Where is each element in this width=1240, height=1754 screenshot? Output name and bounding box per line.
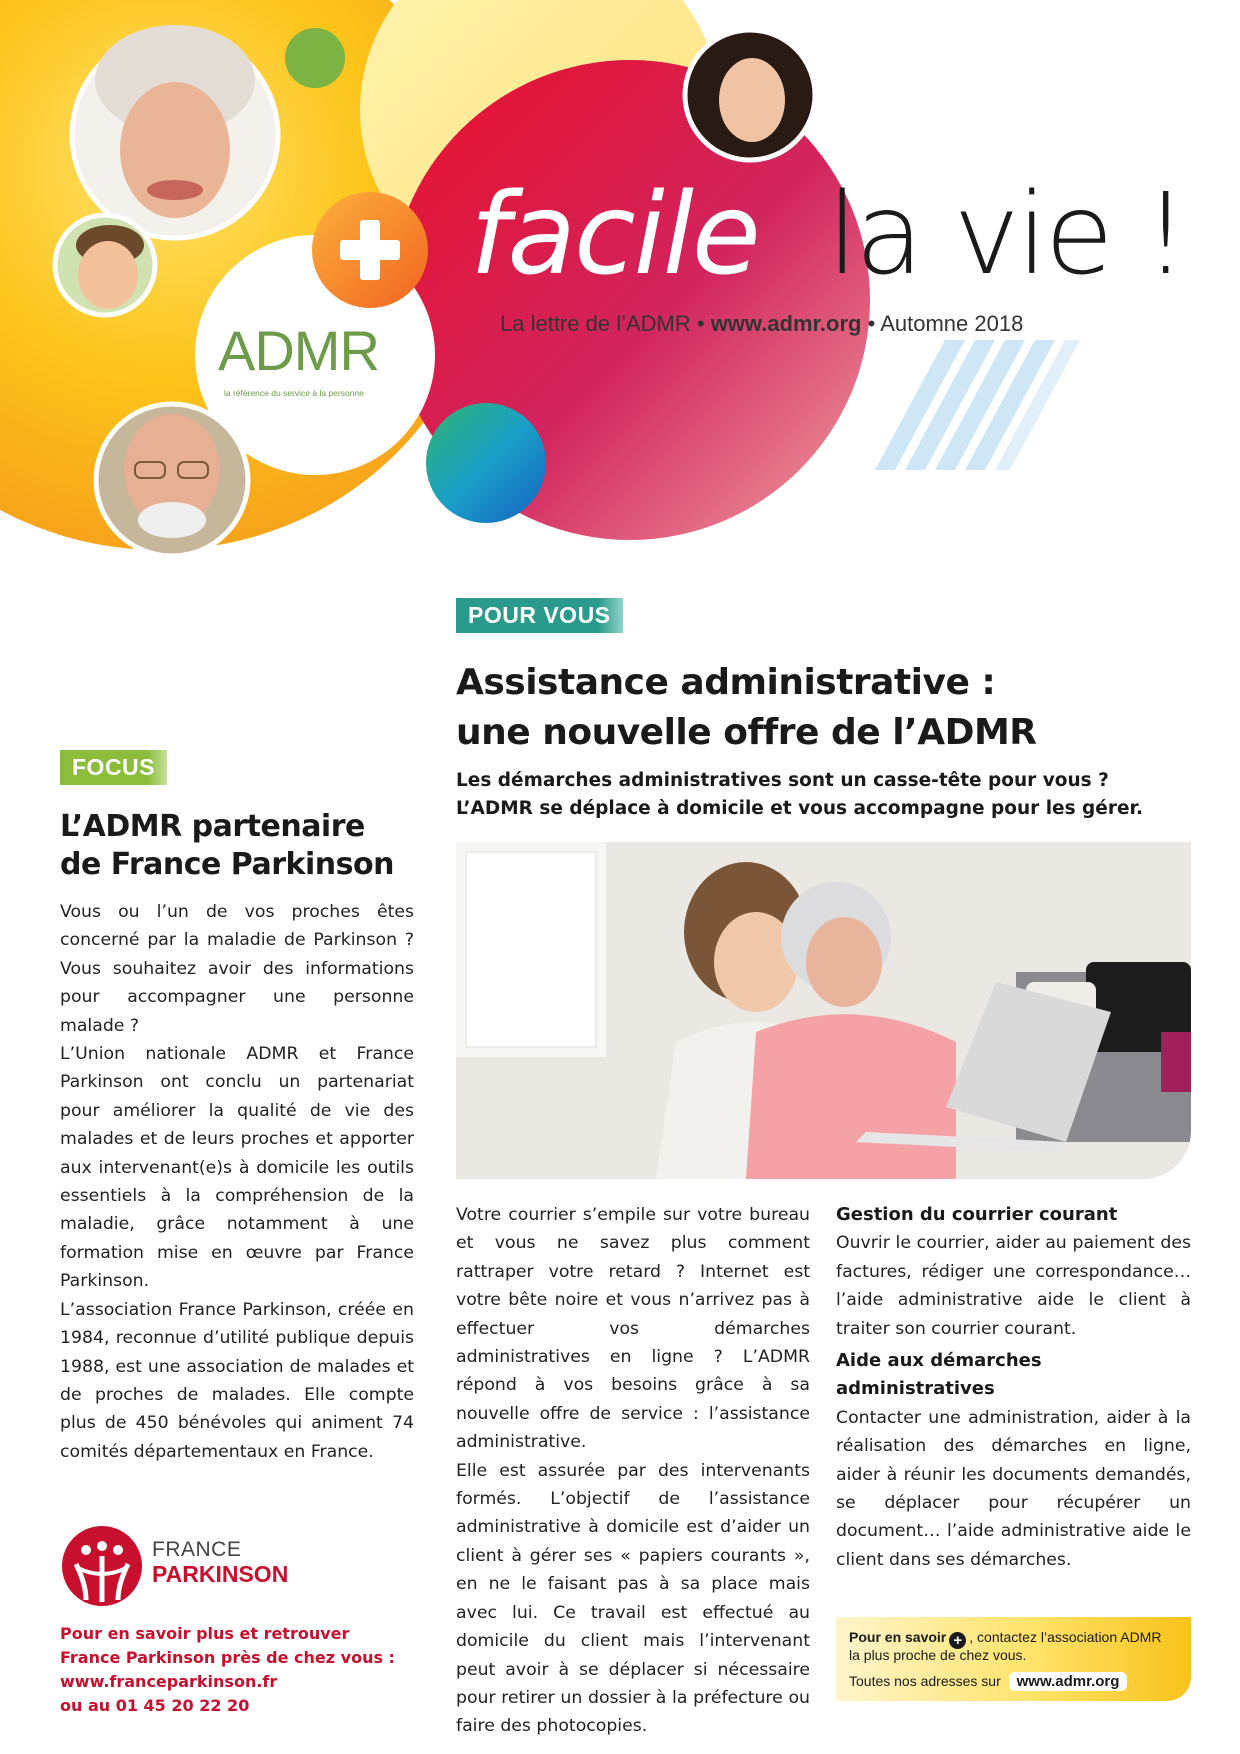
admr-logo-text: ADMR: [218, 319, 379, 382]
focus-paragraph-2: L’Union nationale ADMR et France Parkinson ont conclu un partenariat pour améliorer la qualité de vie des malades et de leurs proches et apporter aux intervenant(e)s à domicile les outils essentiels à la compréhension de la maladie, grâce notamment à une formation mise en œuvre par France Parkinson.: [60, 1044, 414, 1292]
newsletter-title: [470, 170, 1210, 310]
lead-line2: L’ADMR se déplace à domicile et vous accompagne pour les gérer.: [456, 798, 1144, 819]
focus-title: [60, 808, 394, 884]
main-title-line1: Assistance administrative :: [456, 662, 996, 703]
fp-info-line2: France Parkinson près de chez vous :: [60, 1648, 395, 1667]
fp-logo-france: FRANCE: [152, 1538, 242, 1561]
contact-box: [836, 1617, 1191, 1701]
focus-tag: FOCUS: [60, 750, 167, 785]
main-col2-paragraph-1: Ouvrir le courrier, aider au paiement des factures, rédiger une correspondance… l’aide administrative aide le client à traiter son courrier courant.: [836, 1233, 1191, 1339]
contact-line1: [849, 1629, 1161, 1649]
contact-line3-text: Toutes nos adresses sur: [849, 1673, 1001, 1689]
contact-url[interactable]: www.admr.org: [1009, 1672, 1128, 1691]
focus-title-line2: de France Parkinson: [60, 847, 394, 882]
main-col2-paragraph-2: Contacter une administration, aider à la réalisation des démarches en ligne, aider à réunir les documents demandés, se déplacer pour récupérer un document… l’aide administrative aide le client dans ses démarches.: [836, 1407, 1191, 1570]
subheading-courrier: Gestion du courrier courant: [836, 1204, 1118, 1225]
lead-line1: Les démarches administratives sont un casse-tête pour vous ?: [456, 770, 1109, 791]
main-col1-paragraph-2: Elle est assurée par des intervenants formés. L’objectif de l’assistance administrative à domicile est d’aider un client à gérer ses « papiers courants », en ne le faisant pas à sa place mais avec lui. Ce travail est effectué au domicile du client mais l’intervenant peut avoir à se déplacer si nécessaire pour retirer un dossier à la préfecture ou faire des photocopies.: [456, 1460, 810, 1737]
subtitle-prefix: La lettre de l’ADMR •: [500, 311, 705, 336]
fp-info-line1: Pour en savoir plus et retrouver: [60, 1624, 350, 1643]
focus-paragraph-1: Vous ou l’un de vos proches êtes concerné par la maladie de Parkinson ? Vous souhaitez avoir des informations pour accompagner une personne malade ?: [60, 902, 414, 1036]
pour-vous-tag: POUR VOUS: [456, 598, 623, 633]
admr-logo-tagline: la référence du service à la personne: [224, 388, 364, 398]
focus-paragraph-3: L’association France Parkinson, créée en 1984, reconnue d’utilité publique depuis 1988, est une association de malades et de proches de malades. Elle compte plus de 450 bénévoles qui animent 74 comités départementaux en France.: [60, 1299, 414, 1462]
title-la-vie: la vie !: [827, 170, 1186, 300]
subheading-demarches: Aide aux démarches administratives: [836, 1350, 1042, 1400]
france-parkinson-info: [60, 1622, 395, 1718]
fp-logo-parkinson: PARKINSON: [152, 1561, 289, 1587]
france-parkinson-icon: [60, 1524, 144, 1608]
france-parkinson-logo: [60, 1524, 380, 1614]
subtitle-url[interactable]: www.admr.org: [710, 311, 862, 336]
contact-line2: la plus proche de chez vous.: [849, 1647, 1027, 1663]
contact-line1-rest: , contactez l’association ADMR: [969, 1629, 1162, 1645]
main-article-column-2: [836, 1201, 1191, 1574]
fp-info-phone: ou au 01 45 20 22 20: [60, 1696, 250, 1715]
main-article-lead: [456, 767, 1143, 823]
main-article-column-1: [456, 1201, 810, 1741]
article-photo: [456, 842, 1191, 1179]
focus-title-line1: L’ADMR partenaire: [60, 809, 365, 844]
fp-info-website[interactable]: www.franceparkinson.fr: [60, 1672, 278, 1691]
main-col1-paragraph-1: Votre courrier s’empile sur votre bureau et vous ne savez plus comment rattraper votre retard ? Internet est votre bête noire et vous n’arrivez pas à effectuer vos démarches administratives en ligne ? L’ADMR répond à vos besoins grâce à sa nouvelle offre de service : l’assistance administrative.: [456, 1205, 810, 1453]
portrait-man-elderly: [96, 404, 248, 556]
title-facile: facile: [470, 170, 759, 300]
subtitle-suffix: • Automne 2018: [867, 311, 1024, 336]
main-title-line2: une nouvelle offre de l’ADMR: [456, 712, 1037, 753]
portrait-woman-elderly: [72, 25, 278, 238]
portrait-child: [55, 215, 155, 315]
admr-logo: [218, 318, 398, 408]
main-article-title: [456, 658, 1037, 758]
portrait-woman-young: [685, 30, 815, 160]
focus-body: [60, 898, 414, 1466]
photo-illustration: [456, 842, 1191, 1179]
newsletter-subtitle: [500, 311, 1023, 337]
contact-line3: [849, 1672, 1127, 1691]
plus-icon: +: [949, 1632, 966, 1649]
contact-line1-lead: Pour en savoir: [849, 1629, 947, 1645]
